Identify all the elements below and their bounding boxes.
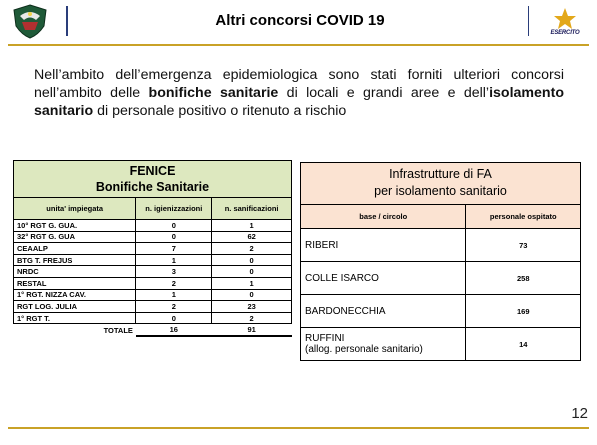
table-row: RGT LOG. JULIA 2 23 [14, 301, 292, 313]
table-row: RUFFINI (allog. personale sanitario) 14 [301, 328, 581, 361]
infrastrutture-table [300, 162, 581, 361]
table-row: RESTAL 2 1 [14, 277, 292, 289]
col-base-header: base / circolo [301, 205, 466, 229]
total-label: TOTALE [103, 325, 133, 335]
footer-rule [8, 427, 589, 429]
header-rule [8, 44, 589, 46]
fenice-column-headers [14, 198, 292, 220]
eagle-crest-emblem-icon [8, 2, 52, 40]
header-divider-left [66, 6, 68, 36]
table-row: 32° RGT G. GUA 0 62 [14, 231, 292, 243]
table-row: RIBERI 73 [301, 229, 581, 262]
col-igien-header: n. igienizzazioni [136, 198, 212, 220]
total-sanif: 91 [212, 324, 292, 336]
total-row [14, 324, 292, 336]
fenice-table [13, 160, 292, 337]
col-personale-header: personale ospitato [466, 205, 581, 229]
col-unit-header: unita' impiegata [14, 198, 136, 220]
right-logo-text: ESERCITO [550, 30, 580, 36]
fenice-table-title: FENICE Bonifiche Sanitarie [14, 161, 292, 198]
table-row: 1° RGT T. 0 2 [14, 312, 292, 324]
table-row: 1° RGT. NIZZA CAV. 1 0 [14, 289, 292, 301]
table-row: BTG T. FREJUS 1 0 [14, 254, 292, 266]
table-row: COLLE ISARCO 258 [301, 262, 581, 295]
header-divider-right [528, 6, 529, 36]
intro-paragraph: Nell’ambito dell’emergenza epidemiologica sono stati forniti ulteriori concorsi nell’ambito delle bonifiche sanitarie di locali e grandi aree e dell’isolamento sanitario di personale positivo o ritenuto a rischio [34, 67, 564, 119]
table-row: CEAALP 7 2 [14, 243, 292, 255]
infrastrutture-table-title: Infrastrutture di FA per isolamento sanitario [301, 163, 581, 205]
table-row: BARDONECCHIA 169 [301, 295, 581, 328]
table-row: NRDC 3 0 [14, 266, 292, 278]
total-igien: 16 [136, 324, 212, 336]
col-sanif-header: n. sanificazioni [212, 198, 292, 220]
page-title: Altri concorsi COVID 19 [215, 12, 385, 29]
page-number: 12 [571, 405, 588, 422]
infrastrutture-column-headers [301, 205, 581, 229]
table-row: 10° RGT G. GUA. 0 1 [14, 220, 292, 232]
